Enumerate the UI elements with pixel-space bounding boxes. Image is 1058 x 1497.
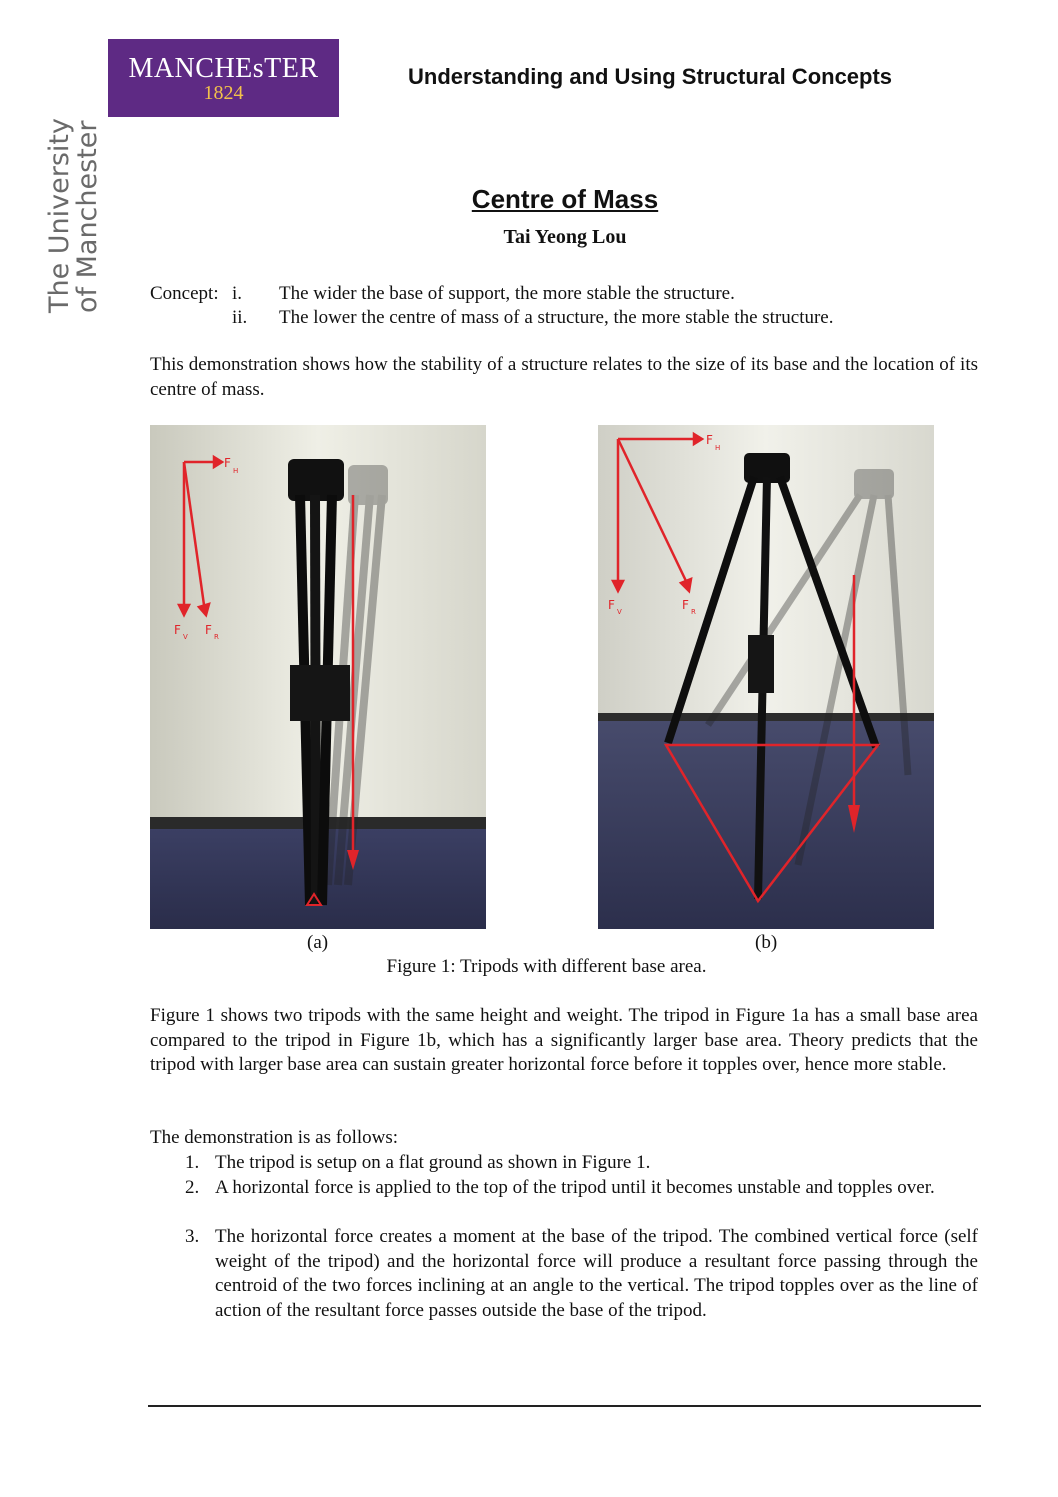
footer-divider	[148, 1405, 981, 1407]
force-r-sub-b: R	[691, 608, 696, 616]
header-title: Understanding and Using Structural Concepts	[408, 64, 893, 89]
force-v-label-a: F	[174, 623, 181, 637]
concept-item-text: The lower the centre of mass of a structure, the more stable the structure.	[279, 307, 834, 328]
intro-paragraph: This demonstration shows how the stability of a structure relates to the size of its base and the location of its centre of mass.	[150, 354, 978, 400]
figure-label-b: (b)	[755, 932, 778, 953]
force-v-label-b: F	[608, 598, 615, 612]
author-name: Tai Yeong Lou	[503, 226, 627, 248]
concept-item-number: i.	[232, 283, 243, 304]
step-text: The tripod is setup on a flat ground as shown in Figure 1.	[215, 1152, 651, 1173]
force-h-label-a: F	[224, 456, 231, 470]
force-r-label-b: F	[682, 598, 689, 612]
step-text: A horizontal force is applied to the top of the tripod until it becomes unstable and topples over.	[215, 1177, 935, 1198]
force-h-sub-b: H	[715, 444, 721, 452]
tripod-photo-a	[150, 425, 486, 929]
step-number: 1.	[185, 1152, 200, 1173]
side-brand-line1: The University	[44, 118, 75, 313]
concept-item-number: ii.	[232, 307, 248, 328]
step-text: The horizontal force creates a moment at the base of the tripod. The combined vertical force (self weight of the tripod) and the horizontal force will produce a resultant force passing through the centroid of the two forces inclining at an angle to the vertical. The tripod topples over as the line of action of the resultant force passes outside the base of the tripod.	[215, 1226, 978, 1321]
force-r-label-a: F	[205, 623, 212, 637]
step-number: 2.	[185, 1177, 200, 1198]
page-title: Centre of Mass	[471, 184, 659, 214]
force-r-sub-a: R	[214, 633, 219, 641]
concept-item-text: The wider the base of support, the more stable the structure.	[279, 283, 735, 304]
logo-name: MANCHEsTER	[128, 53, 319, 84]
figure-description-paragraph: Figure 1 shows two tripods with the same height and weight. The tripod in Figure 1a has a small base area compared to the tripod in Figure 1b, which has a significantly larger base area. Theory predicts that the tripod with larger base area can sustain greater horizontal force before it topples over, hence more stable.	[150, 1005, 978, 1075]
force-h-sub-a: H	[233, 467, 239, 475]
force-h-label-b: F	[706, 433, 713, 447]
logo-year: 1824	[203, 82, 244, 104]
demo-intro: The demonstration is as follows:	[150, 1127, 399, 1148]
step-number: 3.	[185, 1226, 200, 1247]
side-university-name	[44, 118, 106, 313]
figure-caption: Figure 1: Tripods with different base area.	[386, 956, 707, 977]
force-v-sub-b: V	[617, 608, 622, 616]
side-brand-line2: of Manchester	[72, 120, 103, 313]
university-logo	[108, 39, 339, 117]
concept-label: Concept:	[150, 283, 219, 304]
tripod-photo-b	[598, 425, 934, 929]
figure-label-a: (a)	[307, 932, 329, 953]
force-v-sub-a: V	[183, 633, 188, 641]
